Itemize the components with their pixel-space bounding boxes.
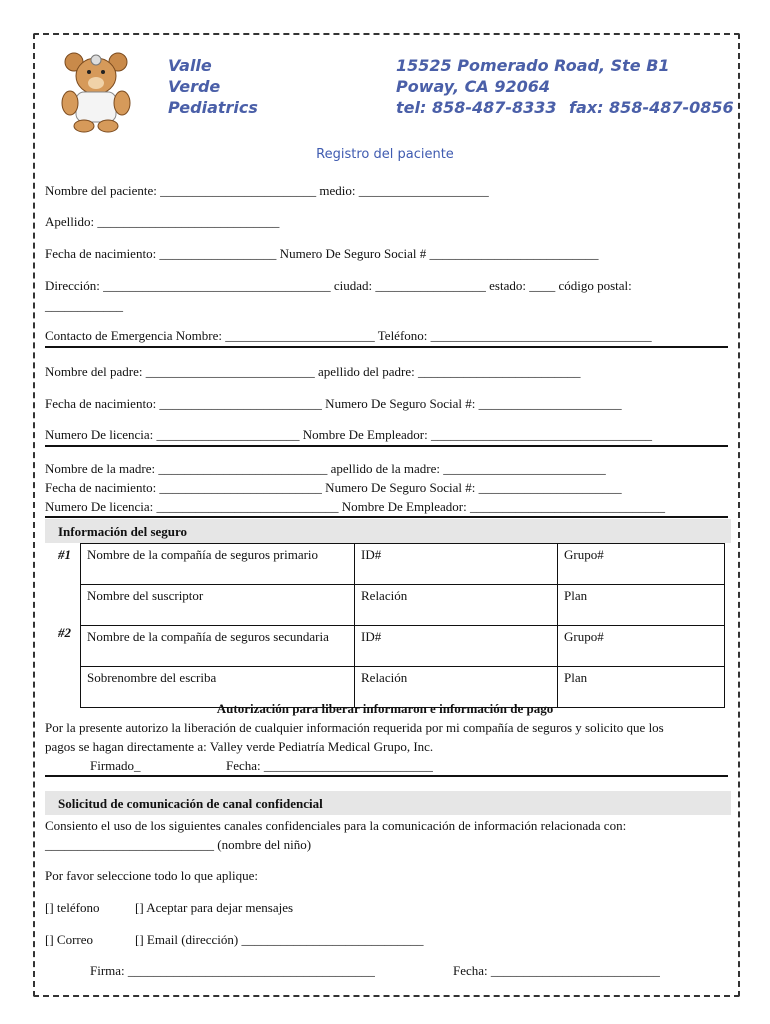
patient-last-name-field[interactable]: Apellido: ____________________________ — [45, 214, 280, 229]
authorization-date-field[interactable]: Fecha: __________________________ — [226, 758, 433, 773]
practice-address — [396, 55, 670, 97]
address-line: 15525 Pomerado Road, Ste B1 — [396, 56, 670, 75]
address-line: Poway, CA 92064 — [396, 77, 550, 96]
practice-name — [168, 55, 258, 118]
father-license-employer-field[interactable]: Numero De licencia: ______________________ Nombre De Empleador: __________________________________ — [45, 427, 652, 442]
mail-checkbox[interactable]: [] Correo — [45, 932, 94, 947]
table-cell[interactable]: Grupo# — [558, 626, 725, 667]
email-checkbox[interactable]: [] Email (dirección) ____________________________ — [135, 932, 424, 947]
practice-fax: fax: 858-487-0856 — [569, 98, 734, 117]
table-cell[interactable]: Nombre de la compañía de seguros primario — [81, 544, 355, 585]
form-title: Registro del paciente — [316, 147, 454, 162]
practice-phone: tel: 858-487-8333 — [396, 98, 557, 117]
table-row — [81, 626, 725, 667]
phone-checkbox[interactable]: [] teléfono — [45, 900, 100, 915]
practice-name-line: Verde — [168, 77, 221, 96]
confidential-section-header — [45, 791, 731, 815]
table-cell[interactable]: Plan — [558, 667, 725, 708]
father-dob-ssn-field[interactable]: Fecha de nacimiento: _________________________ Numero De Seguro Social #: ______________________ — [45, 396, 622, 411]
authorization-heading: Autorización para liberar informaron e información de pago — [216, 701, 554, 716]
child-name-field[interactable]: __________________________ (nombre del niño) — [45, 837, 312, 852]
confidential-date-field[interactable]: Fecha: __________________________ — [453, 963, 660, 978]
insurance-heading: Información del seguro — [58, 524, 188, 539]
mother-dob-ssn-field[interactable]: Fecha de nacimiento: _________________________ Numero De Seguro Social #: ______________________ — [45, 480, 622, 495]
table-cell[interactable]: Nombre de la compañía de seguros secundaria — [81, 626, 355, 667]
father-name-field[interactable]: Nombre del padre: __________________________ apellido del padre: _________________________ — [45, 364, 581, 379]
teddy-bear-doctor-logo — [56, 48, 136, 133]
leave-message-checkbox[interactable]: [] Aceptar para dejar mensajes — [135, 900, 294, 915]
authorization-text-line: pagos se hagan directamente a: Valley verde Pediatría Medical Grupo, Inc. — [45, 739, 434, 754]
divider — [45, 346, 728, 348]
table-cell[interactable]: Nombre del suscriptor — [81, 585, 355, 626]
emergency-contact-field[interactable]: Contacto de Emergencia Nombre: _______________________ Teléfono: __________________________________ — [45, 328, 652, 343]
practice-name-line: Valle — [168, 56, 212, 75]
patient-name-field[interactable]: Nombre del paciente: ________________________ medio: ____________________ — [45, 183, 489, 198]
table-cell[interactable]: Grupo# — [558, 544, 725, 585]
mother-name-field[interactable]: Nombre de la madre: __________________________ apellido de la madre: _________________________ — [45, 461, 606, 476]
table-cell[interactable]: Sobrenombre del escriba — [81, 667, 355, 708]
primary-insurance-label: #1 — [58, 547, 71, 562]
confidential-heading: Solicitud de comunicación de canal confidencial — [58, 796, 323, 811]
insurance-table — [80, 543, 725, 708]
table-cell[interactable]: ID# — [355, 544, 558, 585]
select-all-instruction: Por favor seleccione todo lo que aplique: — [45, 868, 258, 883]
table-cell[interactable]: Relación — [355, 585, 558, 626]
divider — [45, 516, 728, 518]
patient-zip-field[interactable]: ____________ — [45, 298, 123, 313]
consent-text: Consiento el uso de los siguientes canales confidenciales para la comunicación de información relacionada con: — [45, 818, 627, 833]
patient-address-field[interactable]: Dirección: ___________________________________ ciudad: _________________ estado: ____ código postal: — [45, 278, 632, 293]
insurance-section-header — [45, 519, 731, 543]
patient-dob-ssn-field[interactable]: Fecha de nacimiento: __________________ Numero De Seguro Social # __________________________ — [45, 246, 599, 261]
divider — [45, 775, 728, 777]
secondary-insurance-label: #2 — [58, 625, 71, 640]
signature-field[interactable]: Firma: ______________________________________ — [90, 963, 375, 978]
table-cell[interactable]: Plan — [558, 585, 725, 626]
authorization-text-line: Por la presente autorizo la liberación de cualquier información requerida por mi compañía de seguros y solicito que los — [45, 720, 664, 735]
practice-name-line: Pediatrics — [168, 98, 258, 117]
table-row — [81, 544, 725, 585]
signed-field[interactable]: Firmado_ — [90, 758, 141, 773]
table-cell[interactable]: ID# — [355, 626, 558, 667]
table-cell[interactable]: Relación — [355, 667, 558, 708]
divider — [45, 445, 728, 447]
table-row — [81, 585, 725, 626]
mother-license-employer-field[interactable]: Numero De licencia: ____________________________ Nombre De Empleador: ______________________________ — [45, 499, 665, 514]
